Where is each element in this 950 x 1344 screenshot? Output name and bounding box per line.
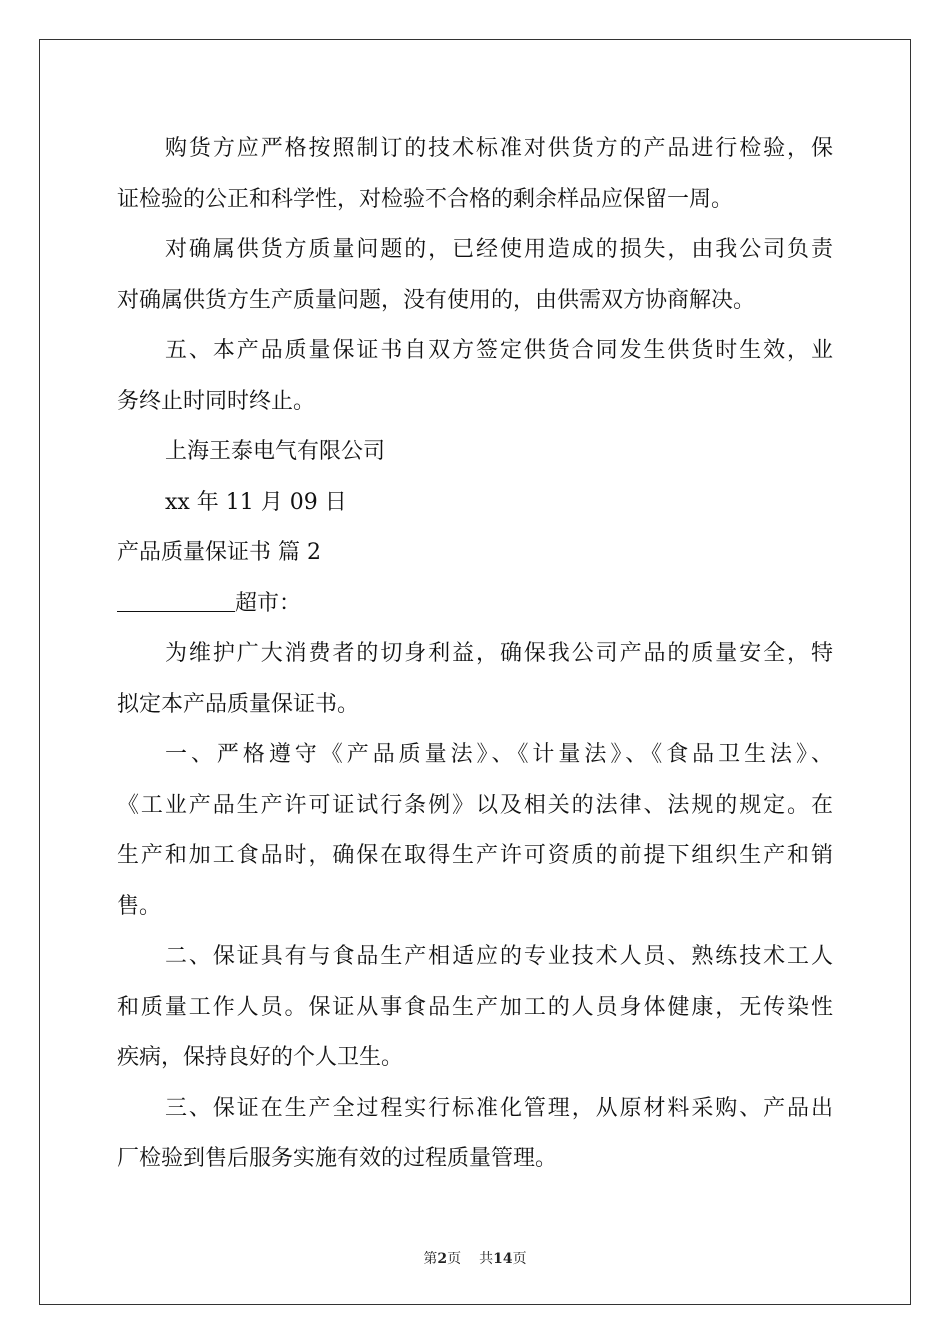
paragraph-line: 购货方应严格按照制订的技术标准对供货方的产品进行检验，保	[165, 136, 833, 161]
total-pages: 14	[493, 1251, 513, 1267]
company-signature: 上海王泰电气有限公司	[165, 439, 386, 464]
page-suffix: 页	[447, 1251, 462, 1267]
total-suffix: 页	[512, 1251, 527, 1267]
paragraph-line: 二、保证具有与食品生产相适应的专业技术人员、熟练技术工人	[165, 944, 833, 969]
paragraph-line: 和质量工作人员。保证从事食品生产加工的人员身体健康，无传染性	[117, 994, 833, 1020]
page-prefix: 第	[423, 1251, 438, 1267]
paragraph-line: 务终止时同时终止。	[117, 388, 316, 414]
paragraph-line: 拟定本产品质量保证书。	[117, 691, 360, 717]
paragraph-line: 对确属供货方质量问题的，已经使用造成的损失，由我公司负责	[165, 237, 833, 262]
addressee-line	[117, 579, 833, 630]
paragraph-line: 对确属供货方生产质量问题，没有使用的，由供需双方协商解决。	[117, 287, 756, 313]
blank-fill-line	[117, 587, 235, 612]
section-heading: 产品质量保证书 篇 2	[117, 540, 321, 565]
paragraph-line: 疾病，保持良好的个人卫生。	[117, 1045, 404, 1070]
paragraph-line: 三、保证在生产全过程实行标准化管理，从原材料采购、产品出	[165, 1095, 833, 1121]
paragraph-line: 为维护广大消费者的切身利益，确保我公司产品的质量安全，特	[165, 641, 833, 666]
document-body	[117, 124, 833, 1185]
addressee-label: 超市：	[235, 590, 302, 616]
page-footer	[0, 1248, 950, 1268]
paragraph-line: 厂检验到售后服务实施有效的过程质量管理。	[117, 1146, 558, 1171]
signature-date: xx 年 11 月 09 日	[165, 489, 347, 515]
paragraph-line: 生产和加工食品时，确保在取得生产许可资质的前提下组织生产和销	[117, 843, 833, 868]
paragraph-line: 一、严格遵守《产品质量法》、《计量法》、《食品卫生法》、	[165, 742, 833, 767]
paragraph-line: 证检验的公正和科学性，对检验不合格的剩余样品应保留一周。	[117, 186, 734, 212]
paragraph-line: 五、本产品质量保证书自双方签定供货合同发生供货时生效，业	[165, 338, 833, 363]
page-number: 2	[437, 1251, 448, 1267]
paragraph-line: 售。	[117, 893, 162, 919]
total-prefix: 共	[479, 1251, 494, 1267]
paragraph-line: 《工业产品生产许可证试行条例》以及相关的法律、法规的规定。在	[117, 792, 833, 818]
